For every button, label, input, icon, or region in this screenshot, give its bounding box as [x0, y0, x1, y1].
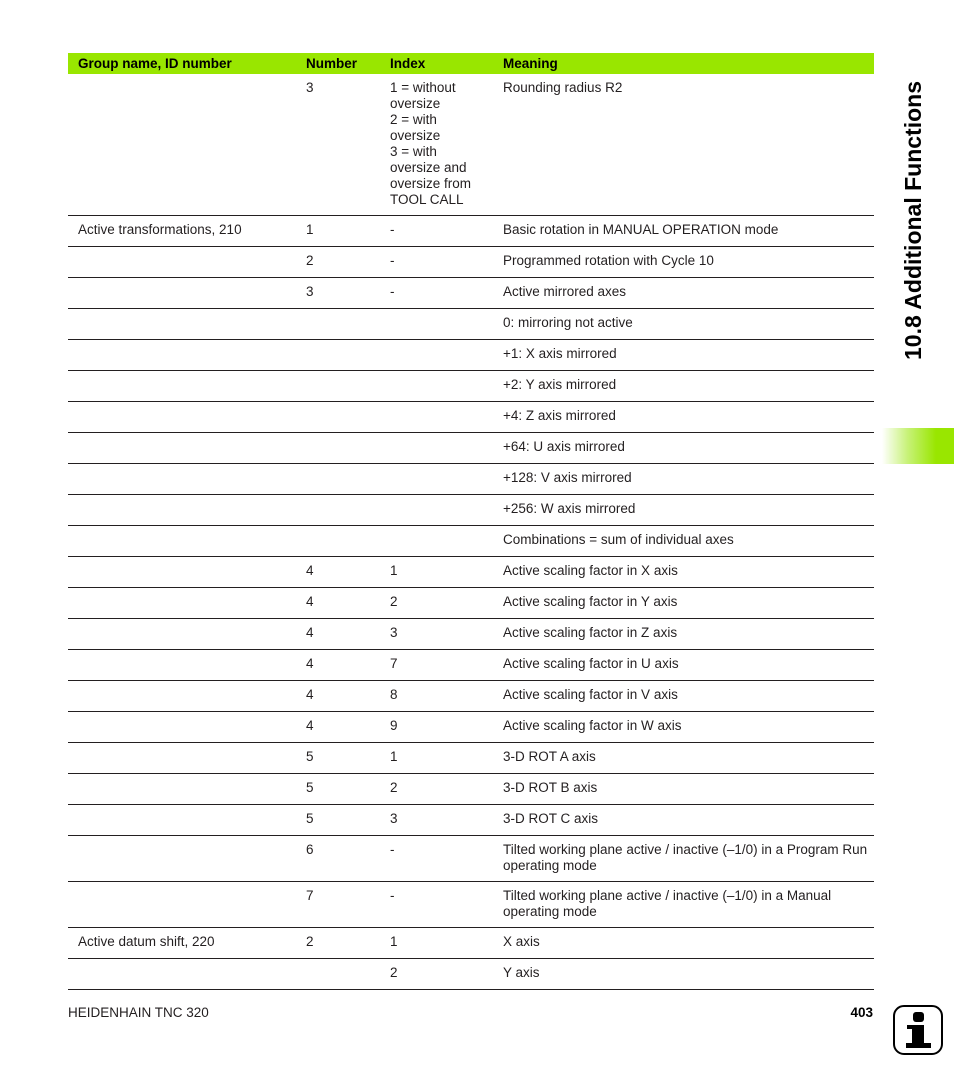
table-row [68, 526, 874, 557]
cell-group-name [68, 278, 296, 309]
cell-meaning: 0: mirroring not active [493, 309, 874, 340]
cell-meaning: +128: V axis mirrored [493, 464, 874, 495]
header-index: Index [380, 53, 493, 74]
cell-meaning: 3-D ROT A axis [493, 743, 874, 774]
cell-meaning: Active scaling factor in Z axis [493, 619, 874, 650]
cell-index [380, 464, 493, 495]
cell-number: 5 [296, 774, 380, 805]
cell-group-name [68, 371, 296, 402]
cell-number: 4 [296, 557, 380, 588]
cell-meaning: Y axis [493, 959, 874, 990]
cell-index [380, 402, 493, 433]
cell-group-name [68, 805, 296, 836]
cell-index: 7 [380, 650, 493, 681]
table-row [68, 743, 874, 774]
cell-meaning: +64: U axis mirrored [493, 433, 874, 464]
cell-meaning: Tilted working plane active / inactive (–1/0) in a Program Run operating mode [493, 836, 874, 882]
table-row [68, 74, 874, 216]
cell-number [296, 433, 380, 464]
cell-number: 2 [296, 928, 380, 959]
table-body [68, 74, 874, 990]
cell-meaning: 3-D ROT B axis [493, 774, 874, 805]
cell-index [380, 433, 493, 464]
cell-number: 4 [296, 650, 380, 681]
cell-group-name [68, 774, 296, 805]
cell-number: 3 [296, 278, 380, 309]
cell-meaning: Programmed rotation with Cycle 10 [493, 247, 874, 278]
cell-group-name: Active transformations, 210 [68, 216, 296, 247]
table-row [68, 278, 874, 309]
cell-index: 8 [380, 681, 493, 712]
cell-group-name [68, 588, 296, 619]
cell-index: - [380, 278, 493, 309]
cell-index: 9 [380, 712, 493, 743]
cell-index: - [380, 882, 493, 928]
cell-index: - [380, 836, 493, 882]
table-header [68, 53, 874, 74]
cell-group-name [68, 464, 296, 495]
table-row [68, 464, 874, 495]
cell-number [296, 526, 380, 557]
cell-index [380, 309, 493, 340]
cell-number [296, 402, 380, 433]
cell-number: 5 [296, 805, 380, 836]
table-row [68, 495, 874, 526]
cell-meaning: 3-D ROT C axis [493, 805, 874, 836]
table-row [68, 371, 874, 402]
table-row [68, 882, 874, 928]
cell-number: 3 [296, 74, 380, 216]
cell-meaning: Rounding radius R2 [493, 74, 874, 216]
cell-index: 1 = without oversize 2 = with oversize 3 = with oversize and oversize from TOOL CALL [380, 74, 493, 216]
cell-number: 5 [296, 743, 380, 774]
table-row [68, 836, 874, 882]
chapter-tab-marker [882, 428, 954, 464]
table-row [68, 928, 874, 959]
cell-number: 4 [296, 712, 380, 743]
cell-group-name [68, 681, 296, 712]
header-group-name: Group name, ID number [68, 53, 296, 74]
cell-group-name [68, 557, 296, 588]
cell-index [380, 340, 493, 371]
info-icon [893, 1005, 943, 1055]
table-row [68, 309, 874, 340]
cell-index: 2 [380, 959, 493, 990]
cell-index: 2 [380, 774, 493, 805]
chapter-side-title: 10.8 Additional Functions [900, 81, 926, 360]
cell-group-name [68, 712, 296, 743]
cell-group-name [68, 433, 296, 464]
cell-meaning: Tilted working plane active / inactive (–1/0) in a Manual operating mode [493, 882, 874, 928]
cell-number [296, 495, 380, 526]
cell-index: 3 [380, 619, 493, 650]
cell-number: 2 [296, 247, 380, 278]
cell-group-name [68, 309, 296, 340]
table-row [68, 402, 874, 433]
table-row [68, 774, 874, 805]
cell-group-name [68, 495, 296, 526]
cell-number [296, 340, 380, 371]
header-number: Number [296, 53, 380, 74]
cell-number [296, 309, 380, 340]
cell-group-name [68, 882, 296, 928]
cell-group-name [68, 619, 296, 650]
cell-index [380, 371, 493, 402]
cell-meaning: Active scaling factor in Y axis [493, 588, 874, 619]
cell-group-name [68, 959, 296, 990]
cell-number [296, 464, 380, 495]
cell-meaning: Active mirrored axes [493, 278, 874, 309]
table-row [68, 805, 874, 836]
cell-number: 7 [296, 882, 380, 928]
cell-index: - [380, 216, 493, 247]
cell-group-name [68, 340, 296, 371]
cell-number [296, 371, 380, 402]
cell-index [380, 526, 493, 557]
cell-meaning: X axis [493, 928, 874, 959]
cell-group-name [68, 526, 296, 557]
table-row [68, 216, 874, 247]
table-row [68, 247, 874, 278]
cell-index: 1 [380, 557, 493, 588]
table-row [68, 433, 874, 464]
table-row [68, 588, 874, 619]
table-row [68, 619, 874, 650]
page-number: 403 [850, 1005, 873, 1020]
cell-number [296, 959, 380, 990]
cell-index: - [380, 247, 493, 278]
cell-index: 2 [380, 588, 493, 619]
table-row [68, 712, 874, 743]
cell-group-name [68, 247, 296, 278]
cell-number: 4 [296, 588, 380, 619]
table-row [68, 959, 874, 990]
table-row [68, 650, 874, 681]
cell-index: 1 [380, 743, 493, 774]
parameter-table [68, 53, 874, 990]
cell-number: 1 [296, 216, 380, 247]
table-row [68, 557, 874, 588]
cell-meaning: +256: W axis mirrored [493, 495, 874, 526]
cell-group-name: Active datum shift, 220 [68, 928, 296, 959]
cell-number: 4 [296, 681, 380, 712]
cell-meaning: +2: Y axis mirrored [493, 371, 874, 402]
cell-meaning: +1: X axis mirrored [493, 340, 874, 371]
header-meaning: Meaning [493, 53, 874, 74]
table-row [68, 340, 874, 371]
cell-index: 3 [380, 805, 493, 836]
cell-meaning: Active scaling factor in V axis [493, 681, 874, 712]
cell-group-name [68, 836, 296, 882]
cell-meaning: Active scaling factor in U axis [493, 650, 874, 681]
cell-meaning: +4: Z axis mirrored [493, 402, 874, 433]
cell-meaning: Active scaling factor in W axis [493, 712, 874, 743]
cell-meaning: Active scaling factor in X axis [493, 557, 874, 588]
cell-group-name [68, 650, 296, 681]
cell-number: 6 [296, 836, 380, 882]
footer-product-name: HEIDENHAIN TNC 320 [68, 1005, 209, 1020]
cell-index: 1 [380, 928, 493, 959]
cell-group-name [68, 743, 296, 774]
cell-meaning: Combinations = sum of individual axes [493, 526, 874, 557]
table-row [68, 681, 874, 712]
cell-meaning: Basic rotation in MANUAL OPERATION mode [493, 216, 874, 247]
cell-index [380, 495, 493, 526]
cell-group-name [68, 74, 296, 216]
cell-group-name [68, 402, 296, 433]
cell-number: 4 [296, 619, 380, 650]
